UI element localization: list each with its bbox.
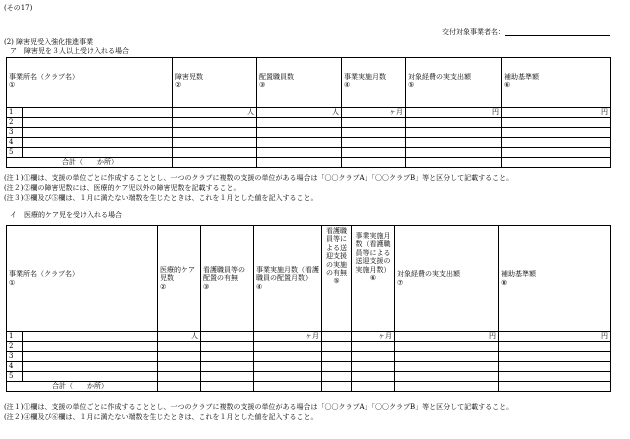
subsidy-cell[interactable]: [499, 342, 611, 352]
months-cell[interactable]: [342, 148, 406, 158]
total-label: 合計（ か所）: [7, 382, 158, 392]
subsidy-cell[interactable]: 円: [502, 108, 611, 118]
row-number: 1: [7, 108, 23, 118]
disabled-cell[interactable]: [173, 138, 257, 148]
subsidy-cell[interactable]: [499, 352, 611, 362]
total-staff[interactable]: [257, 158, 342, 168]
expense-cell[interactable]: [406, 118, 502, 128]
row-number: 4: [7, 138, 23, 148]
table-row: [7, 362, 611, 372]
medical-cell[interactable]: [158, 352, 201, 362]
total-escort[interactable]: [322, 382, 352, 392]
header-months: 事業実施月数（看護職員の配置月数） ④: [254, 226, 322, 332]
header-nurse: 看護職員等の配置の有無 ③: [201, 226, 254, 332]
header-escort-months: 事業実施月数（看護職員等による送迎支援の実施月数） ⑥: [352, 226, 395, 332]
table-b-title: イ 医療的ケア児を受け入れる場合: [10, 211, 122, 219]
total-months[interactable]: [342, 158, 406, 168]
disabled-cell[interactable]: 人: [173, 108, 257, 118]
months-cell[interactable]: [254, 362, 322, 372]
table-row: [7, 148, 611, 158]
staff-cell[interactable]: [257, 128, 342, 138]
disabled-cell[interactable]: [173, 128, 257, 138]
table-a-title: ア 障害児を３人以上受け入れる場合: [10, 47, 129, 55]
table-a-note-1: (注１)①欄は、支援の単位ごとに作成することとし、一つのクラブに複数の支援の単位がある場合は「〇〇クラブA」「〇〇クラブB」等と区分して記載すること。: [4, 174, 514, 182]
subsidy-cell[interactable]: [499, 362, 611, 372]
nurse-cell[interactable]: [201, 342, 254, 352]
row-number: 5: [7, 148, 23, 158]
escort-months-cell[interactable]: [352, 362, 395, 372]
table-row: [7, 342, 611, 352]
header-subsidy: 補助基準額 ⑥: [502, 58, 611, 108]
expense-cell[interactable]: [395, 352, 499, 362]
row-number: 1: [7, 332, 23, 342]
escort-months-cell[interactable]: [352, 342, 395, 352]
table-b-note-1: (注１)①欄は、支援の単位ごとに作成することとし、一つのクラブに複数の支援の単位がある場合は「〇〇クラブA」「〇〇クラブB」等と区分して記載すること。: [4, 403, 514, 411]
months-cell[interactable]: [342, 138, 406, 148]
recipient-underline: [505, 27, 610, 36]
row-number: 3: [7, 128, 23, 138]
row-number: 5: [7, 372, 23, 382]
total-row: [7, 158, 611, 168]
header-staff: 配置職員数 ③: [257, 58, 342, 108]
total-subsidy[interactable]: [502, 158, 611, 168]
total-escort-months[interactable]: [352, 382, 395, 392]
subsidy-cell[interactable]: [502, 128, 611, 138]
expense-cell[interactable]: [395, 372, 499, 382]
header-medical: 医療的ケア児数 ②: [158, 226, 201, 332]
recipient-field[interactable]: [442, 27, 610, 36]
recipient-label: 交付対象事業者名：: [442, 27, 505, 36]
months-cell[interactable]: ヶ月: [342, 108, 406, 118]
subsidy-cell[interactable]: [502, 138, 611, 148]
months-cell[interactable]: [254, 342, 322, 352]
section-title: (2) 障害児受入強化推進事業: [4, 38, 94, 46]
staff-cell[interactable]: [257, 138, 342, 148]
total-months[interactable]: [254, 382, 322, 392]
disabled-cell[interactable]: [173, 148, 257, 158]
medical-cell[interactable]: [158, 372, 201, 382]
expense-cell[interactable]: [395, 362, 499, 372]
nurse-cell[interactable]: [201, 372, 254, 382]
disabled-cell[interactable]: [173, 118, 257, 128]
club-cell[interactable]: [23, 372, 158, 382]
club-cell[interactable]: [23, 138, 173, 148]
staff-cell[interactable]: [257, 148, 342, 158]
club-cell[interactable]: [23, 148, 173, 158]
months-cell[interactable]: ヶ月: [254, 332, 322, 342]
escort-cell[interactable]: [322, 342, 352, 352]
months-cell[interactable]: [254, 372, 322, 382]
staff-cell[interactable]: 人: [257, 108, 342, 118]
table-b-note-2: (注２)④欄及び⑥欄は、１月に満たない端数を生じたときは、これを１月とした値を記入すること。: [4, 413, 318, 421]
subsidy-cell[interactable]: 円: [499, 332, 611, 342]
nurse-cell[interactable]: [201, 362, 254, 372]
total-subsidy[interactable]: [499, 382, 611, 392]
months-cell[interactable]: [342, 118, 406, 128]
table-a: [6, 57, 611, 168]
subsidy-cell[interactable]: [499, 372, 611, 382]
escort-months-cell[interactable]: [352, 372, 395, 382]
row-number: 2: [7, 118, 23, 128]
club-cell[interactable]: [23, 352, 158, 362]
row-number: 4: [7, 362, 23, 372]
row-number: 2: [7, 342, 23, 352]
table-row: [7, 352, 611, 362]
escort-months-cell[interactable]: [352, 352, 395, 362]
club-cell[interactable]: [23, 362, 158, 372]
escort-cell[interactable]: [322, 362, 352, 372]
total-label: 合計（ か所）: [7, 158, 173, 168]
expense-cell[interactable]: 円: [406, 108, 502, 118]
nurse-cell[interactable]: [201, 352, 254, 362]
months-cell[interactable]: [342, 128, 406, 138]
expense-cell[interactable]: 円: [395, 332, 499, 342]
table-a-note-2: (注２)②欄の障害児数には、医療的ケア児以外の障害児数を記載すること。: [4, 184, 241, 192]
club-cell[interactable]: [23, 342, 158, 352]
expense-cell[interactable]: [406, 138, 502, 148]
months-cell[interactable]: [254, 352, 322, 362]
medical-cell[interactable]: 人: [158, 332, 201, 342]
escort-cell[interactable]: [322, 332, 352, 342]
table-a-note-3: (注３)③欄及び⑤欄は、１月に満たない端数を生じたときは、これを１月とした値を記入すること。: [4, 194, 318, 202]
club-cell[interactable]: [23, 108, 173, 118]
header-expense: 対象経費の実支出額 ⑤: [406, 58, 502, 108]
total-expense[interactable]: [395, 382, 499, 392]
escort-cell[interactable]: [322, 352, 352, 362]
total-disabled[interactable]: [173, 158, 257, 168]
subsidy-cell[interactable]: [502, 148, 611, 158]
club-cell[interactable]: [23, 128, 173, 138]
expense-cell[interactable]: [406, 148, 502, 158]
medical-cell[interactable]: [158, 362, 201, 372]
header-club: 事業所名（クラブ名） ①: [7, 58, 173, 108]
table-row: [7, 108, 611, 118]
escort-months-cell[interactable]: ヶ月: [352, 332, 395, 342]
club-cell[interactable]: [23, 332, 158, 342]
expense-cell[interactable]: [395, 342, 499, 352]
subsidy-cell[interactable]: [502, 118, 611, 128]
table-b: [6, 225, 611, 392]
expense-cell[interactable]: [406, 128, 502, 138]
table-row: [7, 118, 611, 128]
total-expense[interactable]: [406, 158, 502, 168]
staff-cell[interactable]: [257, 118, 342, 128]
escort-cell[interactable]: [322, 372, 352, 382]
page-label: (その17): [4, 4, 33, 12]
total-row: [7, 382, 611, 392]
row-number: 3: [7, 352, 23, 362]
header-expense: 対象経費の実支出額 ⑦: [395, 226, 499, 332]
header-disabled: 障害児数 ②: [173, 58, 257, 108]
table-row: [7, 128, 611, 138]
total-nurse[interactable]: [201, 382, 254, 392]
table-row: [7, 372, 611, 382]
nurse-cell[interactable]: [201, 332, 254, 342]
header-months: 事業実施月数 ④: [342, 58, 406, 108]
club-cell[interactable]: [23, 118, 173, 128]
header-escort: 看護職員等による送迎支援の実施の有無 ⑤: [322, 226, 352, 332]
medical-cell[interactable]: [158, 342, 201, 352]
table-row: [7, 138, 611, 148]
header-club: 事業所名（クラブ名） ①: [7, 226, 158, 332]
header-subsidy: 補助基準額 ⑧: [499, 226, 611, 332]
total-medical[interactable]: [158, 382, 201, 392]
table-row: [7, 332, 611, 342]
